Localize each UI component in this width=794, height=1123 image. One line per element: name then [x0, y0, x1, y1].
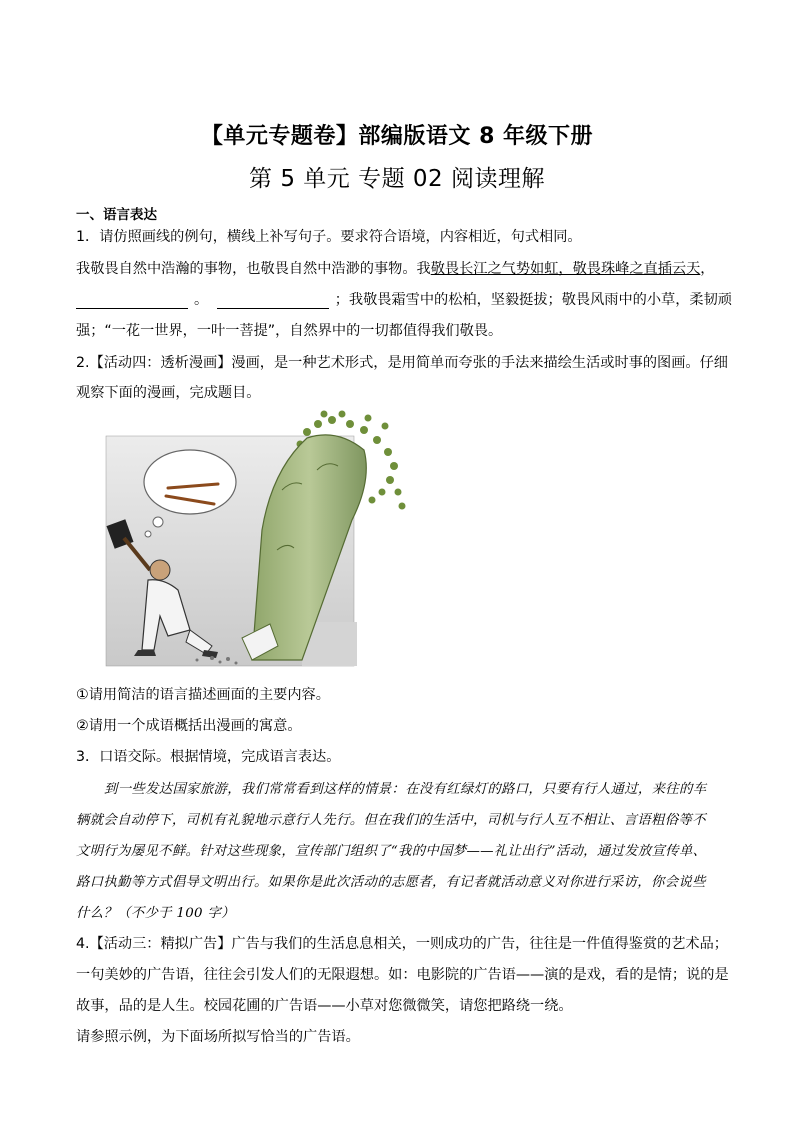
q1-closing-line: 强；“一花一世界，一叶一菩提”，自然界中的一切都值得我们敬畏。 [76, 323, 503, 339]
q1-example-underlined: 敬畏长江之气势如虹，敬畏珠峰之直插云天 [430, 261, 701, 277]
q1-example-plain: 我敬畏自然中浩瀚的事物，也敬畏自然中浩渺的事物。我 [76, 261, 431, 277]
q4-line: 一句美妙的广告语，往往会引发人们的无限遐想。如：电影院的广告语——演的是戏，看的是情；说的是 [76, 967, 729, 983]
q3-passage-line: 辆就会自动停下，司机有礼貌地示意行人先行。但在我们的生活中，司机与行人互不相让、言语粗俗等不 [76, 813, 706, 828]
q3-passage-line: 路口执勤等方式倡导文明出行。如果你是此次活动的志愿者，有记者就活动意义对你进行采访，你会说些 [76, 875, 706, 890]
q4-line: 4.【活动三：精拟广告】广告与我们的生活息息相关，一则成功的广告，往往是一件值得鉴赏的艺术品； [76, 936, 728, 952]
document-subtitle: 第 5 单元 专题 02 阅读理解 [249, 166, 545, 192]
answer-blank-1[interactable] [76, 294, 188, 309]
cartoon-illustration [102, 410, 412, 670]
q2-subquestion-1: ①请用简洁的语言描述画面的主要内容。 [76, 687, 330, 703]
q3-passage-line: 什么？（不少于 100 字） [76, 906, 235, 921]
q1-blank-line [76, 289, 732, 309]
q3-heading: 3．口语交际。根据情境，完成语言表达。 [76, 749, 341, 765]
answer-blank-2[interactable] [217, 294, 329, 309]
q2-prompt-line1: 2.【活动四：透析漫画】漫画，是一种艺术形式，是用简单而夸张的手法来描绘生活或时事的图画。仔细 [76, 355, 728, 371]
q4-line: 故事，品的是人生。校园花圃的广告语——小草对您微微笑，请您把路绕一绕。 [76, 998, 573, 1014]
q3-passage-line: 文明行为屡见不鲜。针对这些现象，宣传部门组织了“我的中国梦——礼让出行”活动，通过发放宣传单、 [76, 844, 707, 859]
thought-bubble [144, 450, 236, 514]
document-title: 【单元专题卷】部编版语文 8 年级下册 [200, 124, 594, 149]
section-heading: 一、语言表达 [76, 207, 157, 223]
q1-example-end: ， [700, 261, 715, 277]
q1-example-line [76, 258, 714, 278]
q3-passage-line: 到一些发达国家旅游，我们常常看到这样的情景：在没有红绿灯的路口，只要有行人通过，来往的车 [104, 782, 707, 797]
q1-blank-period: 。 [194, 292, 209, 308]
q1-blank-rest: ；我敬畏霜雪中的松柏，坚毅挺拔；敬畏风雨中的小草，柔韧顽 [334, 292, 732, 308]
q2-subquestion-2: ②请用一个成语概括出漫画的寓意。 [76, 718, 302, 734]
q2-prompt-line2: 观察下面的漫画，完成题目。 [76, 385, 261, 401]
q1-prompt: 1．请仿照画线的例句，横线上补写句子。要求符合语境，内容相近，句式相同。 [76, 229, 582, 245]
q4-line: 请参照示例，为下面场所拟写恰当的广告语。 [76, 1029, 360, 1045]
